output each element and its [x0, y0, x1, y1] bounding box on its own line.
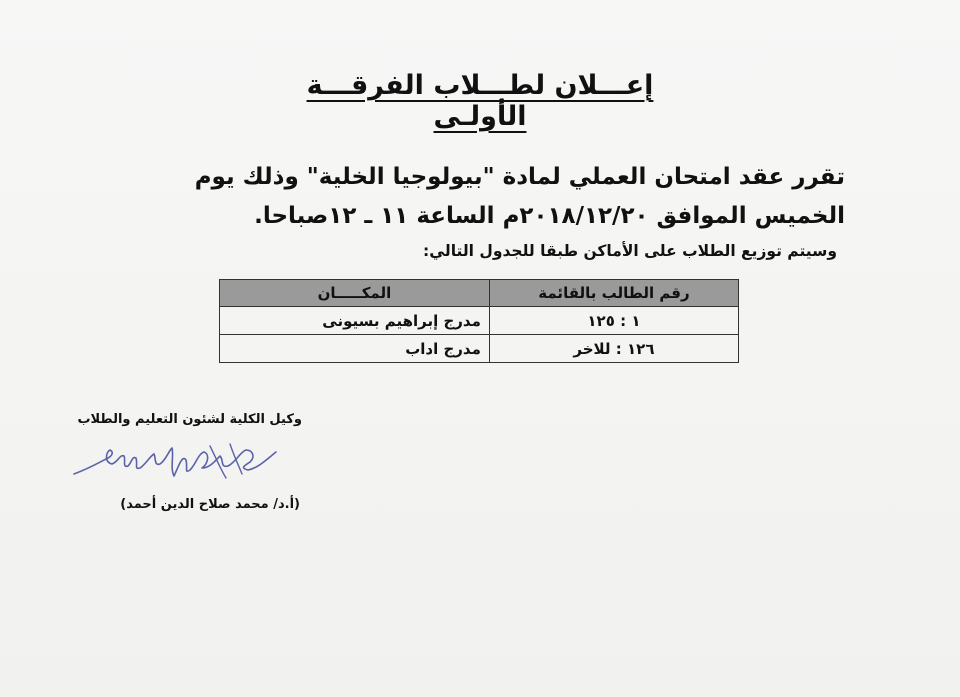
- handwritten-signature: [70, 438, 290, 488]
- table-row: [220, 307, 739, 335]
- cell-location: مدرج إبراهيم بسيونى: [220, 307, 490, 335]
- cell-location: مدرج اداب: [220, 335, 490, 363]
- table-row: [220, 335, 739, 363]
- cell-student-range: ١ : ١٢٥: [489, 307, 738, 335]
- distribution-table: [219, 279, 739, 363]
- cell-student-range: ١٢٦ : للاخر: [489, 335, 738, 363]
- signatory-title: وكيل الكلية لشئون التعليم والطلاب: [77, 412, 302, 427]
- signatory-name: (أ.د/ محمد صلاح الدين أحمد): [120, 497, 300, 512]
- header-location: المكـــــان: [220, 280, 490, 307]
- announcement-title: إعـــلان لطـــلاب الفرقـــة الأولـى: [306, 70, 654, 132]
- header-student-number: رقم الطالب بالقائمة: [489, 280, 738, 307]
- announcement-line-2: الخميس الموافق ٢٠١٨/١٢/٢٠م الساعة ١١ ـ ١٢صباحا.: [254, 203, 845, 229]
- announcement-body: [190, 158, 845, 236]
- table-intro: وسيتم توزيع الطلاب على الأماكن طبقا للجدول التالي:: [423, 242, 837, 260]
- announcement-line-1: تقرر عقد امتحان العملي لمادة "بيولوجيا الخلية" وذلك يوم: [194, 164, 845, 190]
- table-header-row: [220, 280, 739, 307]
